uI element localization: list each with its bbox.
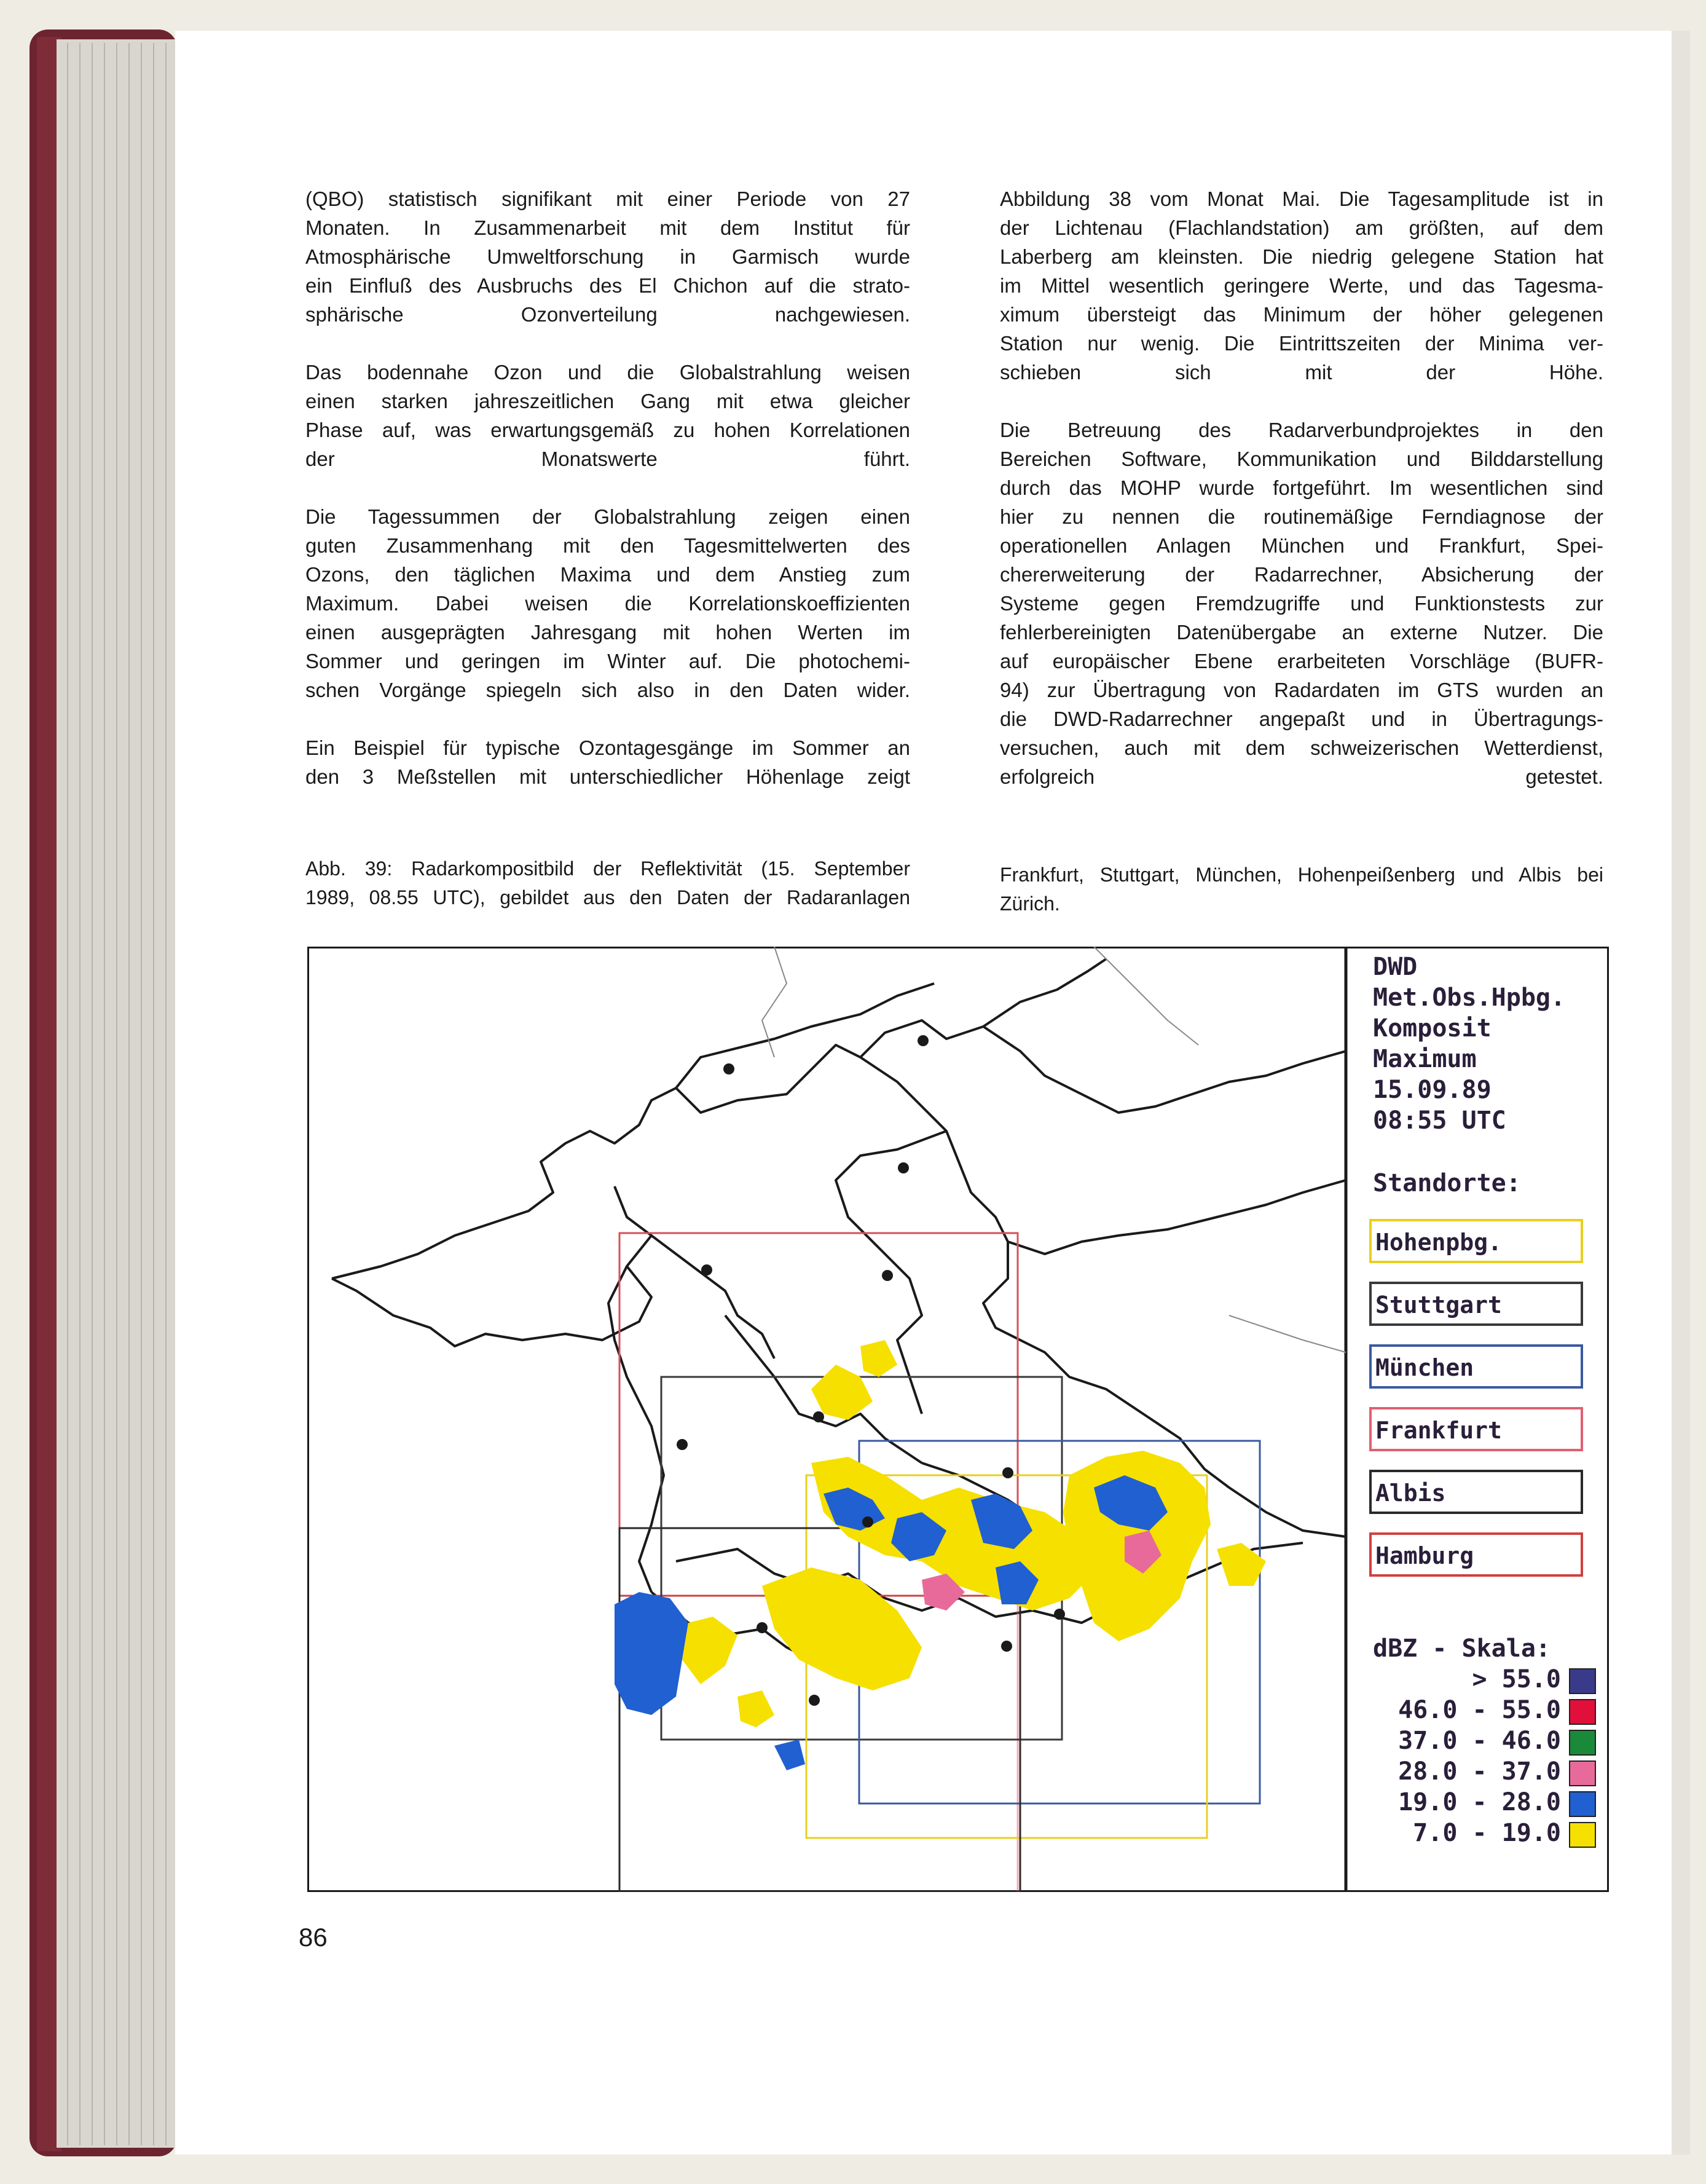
scale-label-1: 46.0 - 55.0: [1398, 1696, 1561, 1724]
text-line: den 3 Meßstellen mit unterschiedlicher Höhenlage zeigt: [305, 765, 910, 788]
caption-line: Frankfurt, Stuttgart, München, Hohenpeißenberg und Albis bei: [1000, 864, 1603, 886]
station-label-hohenpbg: Hohenpbg.: [1375, 1229, 1502, 1256]
paragraph: [305, 502, 910, 704]
text-line: der Lichtenau (Flachlandstation) am größten, auf dem: [1000, 216, 1603, 239]
text-line: guten Zusammenhang mit den Tagesmittelwerten des: [305, 534, 910, 557]
text-line: Die Betreuung des Radarverbundprojektes in den: [1000, 419, 1603, 441]
text-line: erfolgreich getestet.: [1000, 765, 1603, 788]
figure-caption-left: [305, 854, 910, 912]
radar-composite-figure: [307, 947, 1609, 1892]
text-line: im Mittel wesentlich geringere Werte, und das Tagesma-: [1000, 274, 1603, 297]
caption-line: 1989, 08.55 UTC), gebildet aus den Daten der Radaranlagen: [305, 886, 910, 909]
scale-swatch-3: [1570, 1761, 1595, 1786]
text-line: Abbildung 38 vom Monat Mai. Die Tagesamplitude ist in: [1000, 187, 1603, 210]
scale-label-4: 19.0 - 28.0: [1398, 1788, 1561, 1816]
text-line: schieben sich mit der Höhe.: [1000, 361, 1603, 384]
station-label-frankfurt: Frankfurt: [1375, 1417, 1502, 1444]
text-line: chererweiterung der Radarrechner, Absicherung der: [1000, 563, 1603, 586]
paragraph: [305, 733, 910, 791]
text-line: versuchen, auch mit dem schweizerischen Wetterdienst,: [1000, 736, 1603, 759]
text-line: Maximum. Dabei weisen die Korrelationskoeffizienten: [305, 592, 910, 615]
scale-swatch-0: [1570, 1669, 1595, 1693]
page-stack: [57, 39, 179, 2148]
text-line: operationellen Anlagen München und Frankfurt, Spei-: [1000, 534, 1603, 557]
text-line: sphärische Ozonverteilung nachgewiesen.: [305, 303, 910, 326]
figure-caption-right: [1000, 861, 1603, 918]
header-line-2: Met.Obs.Hpbg.: [1373, 984, 1566, 1012]
text-line: Monaten. In Zusammenarbeit mit dem Institut für: [305, 216, 910, 239]
station-label-albis: Albis: [1375, 1480, 1446, 1507]
stations-title: Standorte:: [1373, 1169, 1521, 1197]
text-line: schen Vorgänge spiegeln sich also in den Daten wider.: [305, 679, 910, 701]
left-text-column: [305, 184, 910, 820]
page-number: 86: [299, 1923, 328, 1952]
text-line: ein Einfluß des Ausbruchs des El Chichon auf die strato-: [305, 274, 910, 297]
text-line: Phase auf, was erwartungsgemäß zu hohen Korrelationen: [305, 419, 910, 441]
header-line-1: DWD: [1373, 953, 1418, 981]
text-line: Ozons, den täglichen Maxima und dem Anstieg zum: [305, 563, 910, 586]
scale-swatch-2: [1570, 1730, 1595, 1755]
text-line: einen starken jahreszeitlichen Gang mit etwa gleicher: [305, 390, 910, 412]
text-line: 94) zur Übertragung von Radardaten im GTS wurden an: [1000, 679, 1603, 701]
scale-swatch-5: [1570, 1823, 1595, 1847]
scale-label-5: 7.0 - 19.0: [1413, 1819, 1561, 1847]
header-line-4: Maximum: [1373, 1045, 1477, 1073]
paragraph: [305, 358, 910, 473]
scale-label-2: 37.0 - 46.0: [1398, 1727, 1561, 1755]
scale-title: dBZ - Skala:: [1373, 1634, 1551, 1663]
text-line: auf europäischer Ebene erarbeiteten Vorschläge (BUFR-: [1000, 650, 1603, 672]
text-line: Sommer und geringen im Winter auf. Die photochemi-: [305, 650, 910, 672]
header-line-5: 15.09.89: [1373, 1076, 1492, 1104]
text-line: hier zu nennen die routinemäßige Ferndiagnose der: [1000, 505, 1603, 528]
text-line: fehlerbereinigten Datenübergabe an externe Nutzer. Die: [1000, 621, 1603, 644]
scale-label-3: 28.0 - 37.0: [1398, 1757, 1561, 1786]
station-label-muenchen: München: [1375, 1354, 1474, 1381]
text-line: Systeme gegen Fremdzugriffe und Funktionstests zur: [1000, 592, 1603, 615]
text-line: die DWD-Radarrechner angepaßt und in Übertragungs-: [1000, 708, 1603, 730]
text-line: Station nur wenig. Die Eintrittszeiten der Minima ver-: [1000, 332, 1603, 355]
paragraph: [305, 184, 910, 329]
scale-label-0: > 55.0: [1472, 1665, 1561, 1693]
caption-line: Zürich.: [1000, 893, 1060, 915]
header-line-3: Komposit: [1373, 1014, 1492, 1043]
text-line: Die Tagessummen der Globalstrahlung zeigen einen: [305, 505, 910, 528]
station-label-stuttgart: Stuttgart: [1375, 1291, 1502, 1319]
text-line: (QBO) statistisch signifikant mit einer Periode von 27: [305, 187, 910, 210]
caption-line: Abb. 39: Radarkompositbild der Reflektivität (15. September: [305, 857, 910, 880]
station-label-hamburg: Hamburg: [1375, 1542, 1474, 1569]
text-line: ximum übersteigt das Minimum der höher gelegenen: [1000, 303, 1603, 326]
text-line: Das bodennahe Ozon und die Globalstrahlung weisen: [305, 361, 910, 384]
text-line: einen ausgeprägten Jahresgang mit hohen Werten im: [305, 621, 910, 644]
header-line-6: 08:55 UTC: [1373, 1106, 1506, 1135]
scale-swatch-4: [1570, 1792, 1595, 1816]
scale-swatch-1: [1570, 1700, 1595, 1724]
right-text-column: [1000, 184, 1603, 820]
text-line: Atmosphärische Umweltforschung in Garmisch wurde: [305, 245, 910, 268]
text-line: Laberberg am kleinsten. Die niedrig gelegene Station hat: [1000, 245, 1603, 268]
text-line: Bereichen Software, Kommunikation und Bilddarstellung: [1000, 447, 1603, 470]
text-line: durch das MOHP wurde fortgeführt. Im wesentlichen sind: [1000, 476, 1603, 499]
text-line: Ein Beispiel für typische Ozontagesgänge im Sommer an: [305, 736, 910, 759]
paragraph: [1000, 416, 1603, 791]
paragraph: [1000, 184, 1603, 387]
text-line: der Monatswerte führt.: [305, 447, 910, 470]
